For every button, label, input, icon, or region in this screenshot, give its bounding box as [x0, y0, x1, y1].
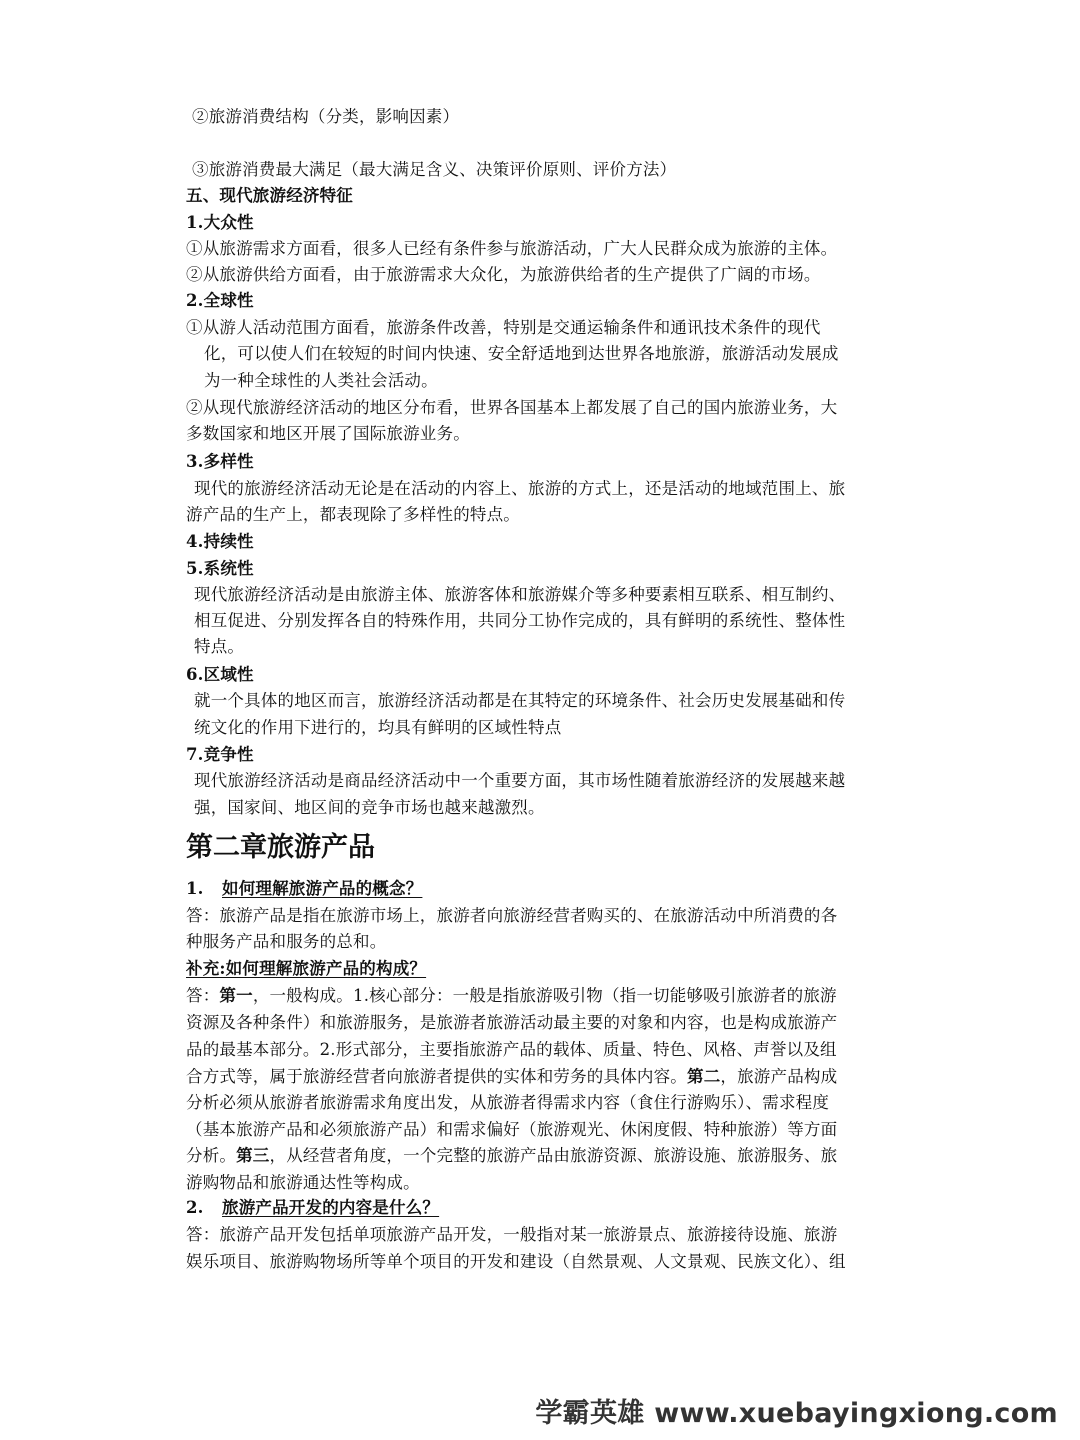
answer-text: 分析。: [186, 1146, 237, 1165]
question-number: 1.: [186, 879, 204, 898]
answer-text: ，一般构成。1.核心部分：一般是指旅游吸引物（指一切能够吸引旅游者的旅游: [252, 986, 837, 1005]
heading-competitiveness: 7.竞争性: [186, 745, 254, 764]
paragraph-line: 为一种全球性的人类社会活动。: [204, 371, 438, 390]
paragraph-line: ①从旅游需求方面看，很多人已经有条件参与旅游活动，广大人民群众成为旅游的主体。: [186, 239, 838, 258]
answer-line: 游购物品和旅游通达性等构成。: [186, 1173, 420, 1192]
answer-text: ，从经营者角度，一个完整的旅游产品由旅游资源、旅游设施、旅游服务、旅: [269, 1146, 838, 1165]
answer-line: 答：旅游产品开发包括单项旅游产品开发，一般指对某一旅游景点、旅游接待设施、旅游: [186, 1225, 838, 1244]
paragraph-line: 现代旅游经济活动是由旅游主体、旅游客体和旅游媒介等多种要素相互联系、相互制约、: [194, 585, 846, 604]
answer-line: 品的最基本部分。2.形式部分，主要指旅游产品的载体、质量、特色、风格、声誉以及组: [186, 1040, 837, 1059]
answer-line: （基本旅游产品和必须旅游产品）和需求偏好（旅游观光、休闲度假、特种旅游）等方面: [186, 1120, 838, 1139]
paragraph-line: 化，可以使人们在较短的时间内快速、安全舒适地到达世界各地旅游，旅游活动发展成: [204, 344, 839, 363]
heading-systematicness: 5.系统性: [186, 559, 254, 578]
answer-line: [186, 983, 837, 1009]
answer-line: [186, 1143, 837, 1169]
question-1: [186, 876, 422, 902]
question-text: 补充:如何理解旅游产品的构成？: [186, 959, 427, 978]
heading-popularity: 1.大众性: [186, 213, 254, 232]
site-watermark: 学霸英雄 www.xuebayingxiong.com: [535, 1398, 1058, 1429]
consumption-structure-line: ②旅游消费结构（分类，影响因素）: [192, 107, 460, 126]
question-text: 如何理解旅游产品的概念？: [222, 879, 423, 898]
answer-emphasis: 第二: [687, 1067, 721, 1086]
paragraph-line: 现代旅游经济活动是商品经济活动中一个重要方面，其市场性随着旅游经济的发展越来越: [194, 771, 846, 790]
answer-line: 娱乐项目、旅游购物场所等单个项目的开发和建设（自然景观、人文景观、民族文化）、组: [186, 1252, 846, 1271]
paragraph-line: 现代的旅游经济活动无论是在活动的内容上、旅游的方式上，还是活动的地域范围上、旅: [194, 479, 846, 498]
question-text: 旅游产品开发的内容是什么？: [222, 1198, 440, 1217]
heading-globality: 2.全球性: [186, 291, 254, 310]
question-2: [186, 1195, 439, 1221]
paragraph-line: ②从现代旅游经济活动的地区分布看，世界各国基本上都发展了自己的国内旅游业务，大: [186, 398, 838, 417]
answer-line: [186, 1064, 837, 1090]
supplement-question: [186, 956, 426, 982]
paragraph-line: 特点。: [194, 637, 245, 656]
paragraph-line: 相互促进、分别发挥各自的特殊作用，共同分工协作完成的，具有鲜明的系统性、整体性: [194, 611, 846, 630]
answer-line: 种服务产品和服务的总和。: [186, 932, 387, 951]
section-title: 五、现代旅游经济特征: [186, 186, 353, 205]
paragraph-line: 就一个具体的地区而言，旅游经济活动都是在其特定的环境条件、社会历史发展基础和传: [194, 691, 846, 710]
paragraph-line: 游产品的生产上，都表现除了多样性的特点。: [186, 505, 520, 524]
answer-line: 答：旅游产品是指在旅游市场上，旅游者向旅游经营者购买的、在旅游活动中所消费的各: [186, 906, 838, 925]
answer-emphasis: 第一: [219, 986, 253, 1005]
answer-prefix: 答：: [186, 986, 220, 1005]
heading-diversity: 3.多样性: [186, 452, 254, 471]
answer-line: 分析必须从旅游者旅游需求角度出发，从旅游者得需求内容（食住行游购乐）、需求程度: [186, 1093, 830, 1112]
question-number: 2.: [186, 1198, 204, 1217]
paragraph-line: 多数国家和地区开展了国际旅游业务。: [186, 424, 470, 443]
answer-text: 合方式等，属于旅游经营者向旅游者提供的实体和劳务的具体内容。: [186, 1067, 687, 1086]
answer-emphasis: 第三: [236, 1146, 270, 1165]
paragraph-line: 统文化的作用下进行的，均具有鲜明的区域性特点: [194, 718, 562, 737]
paragraph-line: ①从游人活动范围方面看，旅游条件改善，特别是交通运输条件和通讯技术条件的现代: [186, 318, 821, 337]
heading-regionality: 6.区域性: [186, 665, 254, 684]
paragraph-line: 强，国家间、地区间的竞争市场也越来越激烈。: [194, 798, 545, 817]
chapter-title: 第二章旅游产品: [186, 832, 375, 863]
heading-sustainability: 4.持续性: [186, 532, 254, 551]
answer-text: ，旅游产品构成: [720, 1067, 838, 1086]
consumption-satisfaction-line: ③旅游消费最大满足（最大满足含义、决策评价原则、评价方法）: [192, 160, 677, 179]
answer-line: 资源及各种条件）和旅游服务，是旅游者旅游活动最主要的对象和内容，也是构成旅游产: [186, 1013, 838, 1032]
paragraph-line: ②从旅游供给方面看，由于旅游需求大众化，为旅游供给者的生产提供了广阔的市场。: [186, 265, 821, 284]
